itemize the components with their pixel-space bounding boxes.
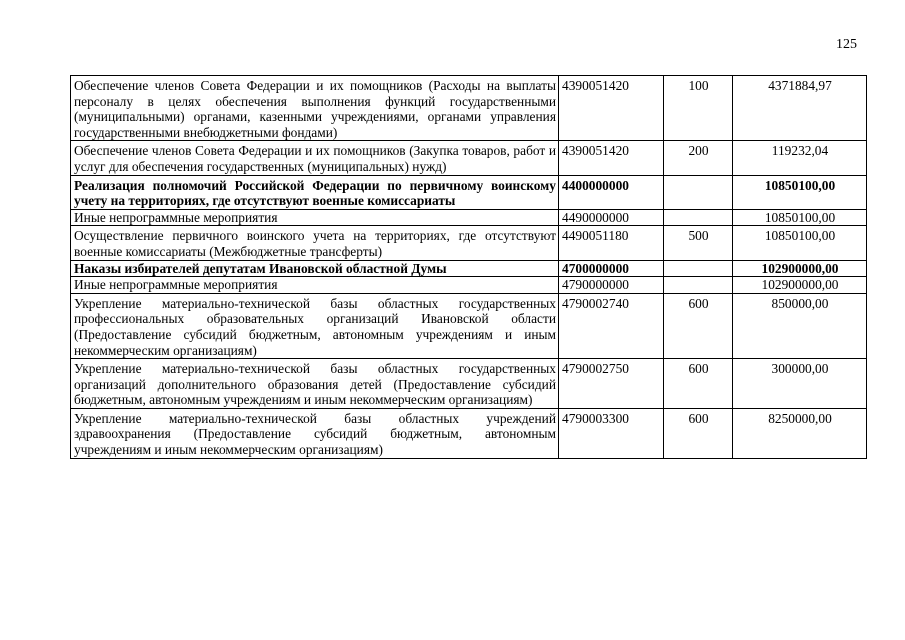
row-amount: 10850100,00: [733, 226, 867, 260]
row-code: 4490051180: [559, 226, 664, 260]
table-row: [71, 408, 867, 458]
row-code: 4400000000: [559, 175, 664, 209]
table-row: [71, 359, 867, 409]
row-name: Обеспечение членов Совета Федерации и их помощников (Закупка товаров, работ и услуг для обеспечения государственных (муниципальных) нужд): [71, 141, 559, 175]
row-code: 4700000000: [559, 260, 664, 277]
row-code: 4790003300: [559, 408, 664, 458]
row-expense-type: 100: [664, 76, 733, 141]
row-amount: 10850100,00: [733, 175, 867, 209]
row-amount: 850000,00: [733, 293, 867, 358]
row-expense-type: [664, 277, 733, 294]
row-code: 4390051420: [559, 141, 664, 175]
row-name: Обеспечение членов Совета Федерации и их помощников (Расходы на выплаты персоналу в целях обеспечения выполнения функций государственными (муниципальными) органами, казенными учреждениями, органами управления государственными внебюджетными фондами): [71, 76, 559, 141]
table-row: [71, 293, 867, 358]
row-expense-type: [664, 260, 733, 277]
row-name: Иные непрограммные мероприятия: [71, 209, 559, 226]
row-expense-type: 500: [664, 226, 733, 260]
row-name: Укрепление материально-технической базы областных государственных профессиональных образовательных организаций Ивановской области (Предоставление субсидий бюджетным, автономным учреждениям и иным некоммерческим организациям): [71, 293, 559, 358]
row-code: 4790000000: [559, 277, 664, 294]
row-amount: 102900000,00: [733, 277, 867, 294]
row-code: 4790002750: [559, 359, 664, 409]
row-amount: 102900000,00: [733, 260, 867, 277]
table-row: [71, 175, 867, 209]
row-expense-type: 200: [664, 141, 733, 175]
row-expense-type: 600: [664, 293, 733, 358]
row-name: Укрепление материально-технической базы областных государственных организаций дополнительного образования детей (Предоставление субсидий бюджетным, автономным учреждениям и иным некоммерческим организациям): [71, 359, 559, 409]
row-code: 4390051420: [559, 76, 664, 141]
row-expense-type: 600: [664, 359, 733, 409]
row-amount: 10850100,00: [733, 209, 867, 226]
table-row: [71, 76, 867, 141]
row-expense-type: [664, 209, 733, 226]
row-name: Иные непрограммные мероприятия: [71, 277, 559, 294]
row-expense-type: [664, 175, 733, 209]
row-expense-type: 600: [664, 408, 733, 458]
table-row: [71, 260, 867, 277]
row-name: Осуществление первичного воинского учета на территориях, где отсутствуют военные комиссариаты (Межбюджетные трансферты): [71, 226, 559, 260]
table-row: [71, 226, 867, 260]
row-code: 4790002740: [559, 293, 664, 358]
row-amount: 8250000,00: [733, 408, 867, 458]
row-amount: 119232,04: [733, 141, 867, 175]
row-name: Укрепление материально-технической базы областных учреждений здравоохранения (Предоставление субсидий бюджетным, автономным учреждениям и иным некоммерческим организациям): [71, 408, 559, 458]
row-amount: 4371884,97: [733, 76, 867, 141]
table-row: [71, 209, 867, 226]
row-code: 4490000000: [559, 209, 664, 226]
row-name: Реализация полномочий Российской Федерации по первичному воинскому учету на территориях, где отсутствуют военные комиссариаты: [71, 175, 559, 209]
row-name: Наказы избирателей депутатам Ивановской областной Думы: [71, 260, 559, 277]
row-amount: 300000,00: [733, 359, 867, 409]
table-row: [71, 277, 867, 294]
table-row: [71, 141, 867, 175]
budget-table: [70, 75, 867, 459]
page-number: 125: [836, 37, 857, 52]
